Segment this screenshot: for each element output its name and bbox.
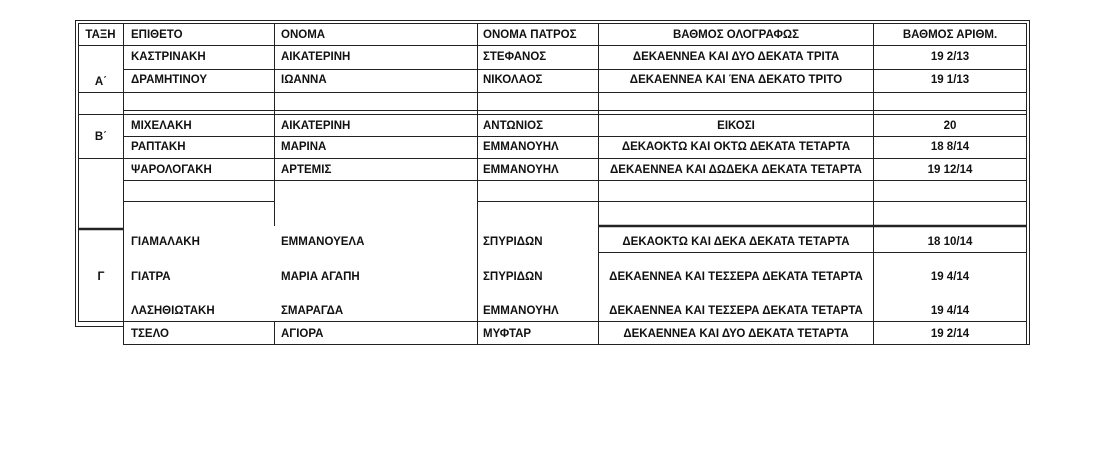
cell-surname: ΔΡΑΜΗΤΙΝΟΥ xyxy=(131,74,208,86)
cell-grade-words: ΔΕΚΑΕΝΝΕΑ ΚΑΙ ΔΩΔΕΚΑ ΔΕΚΑΤΑ ΤΕΤΑΡΤΑ xyxy=(610,164,862,176)
cell-grade-words: ΔΕΚΑΕΝΝΕΑ ΚΑΙ ΔΥΟ ΔΕΚΑΤΑ ΤΡΙΤΑ xyxy=(632,51,840,63)
cell-surname: ΨΑΡΟΛΟΓΑΚΗ xyxy=(131,164,212,176)
header-grade-number: ΒΑΘΜΟΣ ΑΡΙΘΜ. xyxy=(902,29,998,41)
cell-father-name: ΝΙΚΟΛΑΟΣ xyxy=(483,74,543,86)
cell-grade-number: 20 xyxy=(943,120,957,132)
cell-surname: ΜΙΧΕΛΑΚΗ xyxy=(131,120,192,132)
cell-name: ΜΑΡΙΑ ΑΓΑΠΗ xyxy=(281,271,360,283)
cell-grade-number: 19 1/13 xyxy=(930,74,970,86)
class-label-a: Α΄ xyxy=(94,76,108,88)
cell-father-name: ΕΜΜΑΝΟΥΗΛ xyxy=(483,305,559,317)
cell-grade-words: ΔΕΚΑΕΝΝΕΑ ΚΑΙ ΈΝΑ ΔΕΚΑΤΟ ΤΡΙΤΟ xyxy=(629,74,843,86)
header-name: ΟΝΟΜΑ xyxy=(281,29,326,41)
header-father-name: ΟΝΟΜΑ ΠΑΤΡΟΣ xyxy=(483,29,577,41)
cell-grade-words: ΔΕΚΑΕΝΝΕΑ ΚΑΙ ΔΥΟ ΔΕΚΑΤΑ ΤΕΤΑΡΤΑ xyxy=(623,328,849,340)
cell-surname: ΓΙΑΜΑΛΑΚΗ xyxy=(131,236,200,248)
cell-father-name: ΣΠΥΡΙΔΩΝ xyxy=(483,236,543,248)
cell-surname: ΓΙΑΤΡΑ xyxy=(131,271,171,283)
cell-name: ΜΑΡΙΝΑ xyxy=(281,141,327,153)
cell-name: ΙΩΑΝΝΑ xyxy=(281,74,327,86)
cell-surname: ΡΑΠΤΑΚΗ xyxy=(131,141,186,153)
cell-grade-words: ΕΙΚΟΣΙ xyxy=(717,120,755,132)
cell-grade-number: 19 12/14 xyxy=(927,164,973,176)
cell-grade-words: ΔΕΚΑΕΝΝΕΑ ΚΑΙ ΤΕΣΣΕΡΑ ΔΕΚΑΤΑ ΤΕΤΑΡΤΑ xyxy=(609,305,863,317)
class-label-b: Β΄ xyxy=(94,131,108,143)
cell-grade-words: ΔΕΚΑΟΚΤΩ ΚΑΙ ΔΕΚΑ ΔΕΚΑΤΑ ΤΕΤΑΡΤΑ xyxy=(622,236,850,248)
cell-grade-words: ΔΕΚΑΕΝΝΕΑ ΚΑΙ ΤΕΣΣΕΡΑ ΔΕΚΑΤΑ ΤΕΤΑΡΤΑ xyxy=(609,271,863,283)
cell-name: ΕΜΜΑΝΟΥΕΛΑ xyxy=(281,236,365,248)
header-class: ΤΑΞΗ xyxy=(85,29,116,41)
class-label-g: Γ xyxy=(97,271,105,283)
cell-surname: ΛΑΣΗΘΙΩΤΑΚΗ xyxy=(131,305,215,317)
cell-grade-words: ΔΕΚΑΟΚΤΩ ΚΑΙ ΟΚΤΩ ΔΕΚΑΤΑ ΤΕΤΑΡΤΑ xyxy=(621,141,851,153)
cell-grade-number: 19 4/14 xyxy=(930,305,970,317)
cell-father-name: ΕΜΜΑΝΟΥΗΛ xyxy=(483,141,559,153)
cell-grade-number: 18 10/14 xyxy=(927,236,973,248)
cell-name: ΣΜΑΡΑΓΔΑ xyxy=(281,305,344,317)
cell-grade-number: 19 4/14 xyxy=(930,271,970,283)
cell-name: ΑΙΚΑΤΕΡΙΝΗ xyxy=(281,120,351,132)
cell-grade-number: 19 2/13 xyxy=(930,51,970,63)
cell-grade-number: 19 2/14 xyxy=(930,328,970,340)
cell-father-name: ΣΠΥΡΙΔΩΝ xyxy=(483,271,543,283)
cell-father-name: ΜΥΦΤΑΡ xyxy=(483,328,532,340)
cell-father-name: ΕΜΜΑΝΟΥΗΛ xyxy=(483,164,559,176)
cell-name: ΑΙΚΑΤΕΡΙΝΗ xyxy=(281,51,351,63)
header-surname: ΕΠΙΘΕΤΟ xyxy=(131,29,183,41)
header-grade-words: ΒΑΘΜΟΣ ΟΛΟΓΡΑΦΩΣ xyxy=(672,29,800,41)
cell-father-name: ΑΝΤΩΝΙΟΣ xyxy=(483,120,543,132)
cell-grade-number: 18 8/14 xyxy=(930,141,970,153)
cell-father-name: ΣΤΕΦΑΝΟΣ xyxy=(483,51,547,63)
cell-surname: ΤΣΕΛΟ xyxy=(131,328,169,340)
cell-name: ΑΓΙΟΡΑ xyxy=(281,328,324,340)
cell-name: ΑΡΤΕΜΙΣ xyxy=(281,164,332,176)
cell-surname: ΚΑΣΤΡΙΝΑΚΗ xyxy=(131,51,206,63)
